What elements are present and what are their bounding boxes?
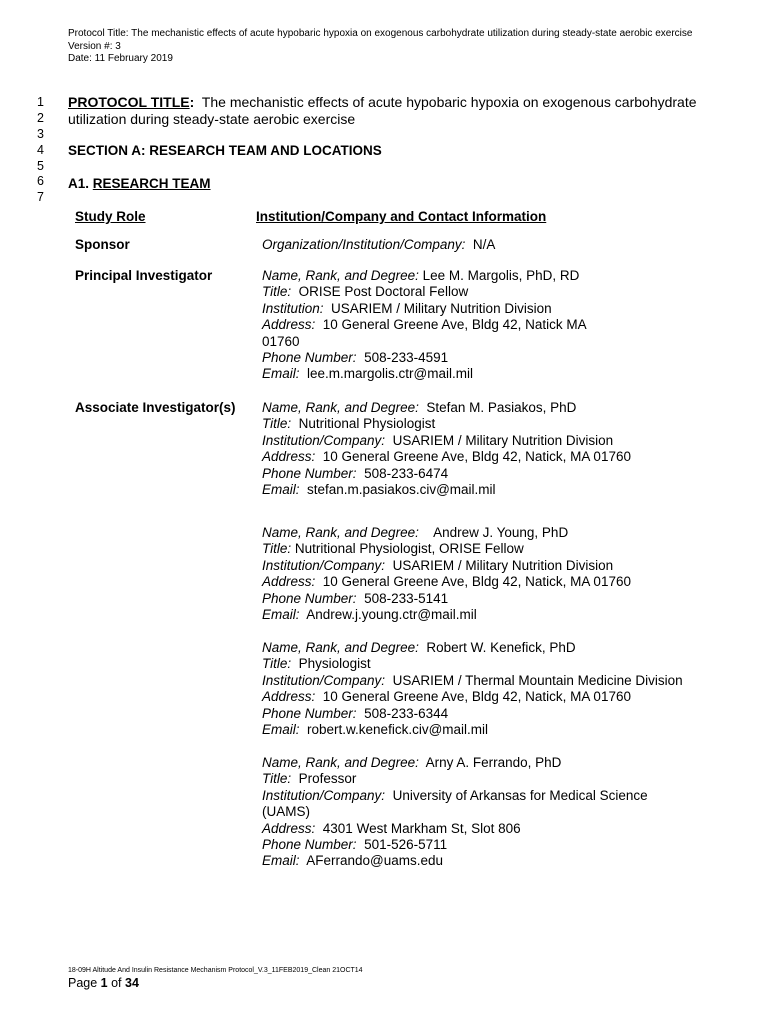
field-value: Physiologist xyxy=(291,656,371,672)
sponsor-info xyxy=(262,237,702,253)
info-line xyxy=(262,400,702,416)
protocol-title-colon: : xyxy=(189,94,195,110)
info-line xyxy=(262,350,702,366)
info-line xyxy=(262,853,702,869)
field-label: Phone Number: xyxy=(262,350,357,366)
line-number: 7 xyxy=(37,190,44,205)
line-number: 6 xyxy=(37,174,44,189)
line-number: 4 xyxy=(37,142,44,157)
field-label: Name, Rank, and Degree: xyxy=(262,400,419,415)
field-value: N/A xyxy=(465,237,496,252)
field-value: 508-233-6344 xyxy=(356,705,449,721)
field-value: 508-233-4591 xyxy=(356,350,449,366)
header-protocol-title: Protocol Title: The mechanistic effects of acute hypobaric hypoxia on exogenous carbohydrate utilization during steady-state aerobic exercise xyxy=(68,28,693,39)
field-label: Title: xyxy=(262,541,292,557)
info-line xyxy=(262,449,702,465)
info-line xyxy=(262,722,702,738)
field-value: 10 General Greene Ave, Bldg 42, Natick, MA 01760 xyxy=(315,689,631,705)
field-value: 4301 West Markham St, Slot 806 xyxy=(315,820,521,836)
protocol-title xyxy=(68,94,728,128)
field-label: Institution: xyxy=(262,300,324,316)
info-line xyxy=(262,525,702,541)
info-line xyxy=(262,673,702,689)
field-label: Email: xyxy=(262,607,300,623)
info-line xyxy=(262,541,702,557)
info-line xyxy=(262,317,607,350)
field-label: Name, Rank, and Degree: xyxy=(262,640,419,655)
field-value: robert.w.kenefick.civ@mail.mil xyxy=(299,722,489,738)
associate-info-4 xyxy=(262,755,702,870)
field-label: Institution/Company: xyxy=(262,557,386,573)
section-a-heading: SECTION A: RESEARCH TEAM AND LOCATIONS xyxy=(68,143,382,158)
field-value: USARIEM / Military Nutrition Division xyxy=(323,300,552,316)
associate-info-3 xyxy=(262,640,702,738)
info-line xyxy=(262,821,702,837)
field-value: lee.m.margolis.ctr@mail.mil xyxy=(299,366,473,382)
info-line xyxy=(262,755,702,771)
info-line xyxy=(262,640,702,656)
field-value: Arny A. Ferrando, PhD xyxy=(418,755,562,770)
info-line xyxy=(262,788,682,821)
field-value: Nutritional Physiologist, ORISE Fellow xyxy=(291,541,524,557)
field-value: 10 General Greene Ave, Bldg 42, Natick MA 01760 xyxy=(262,317,590,349)
page-number xyxy=(68,976,139,990)
line-number: 5 xyxy=(37,158,44,173)
field-label: Email: xyxy=(262,853,300,869)
field-label: Name, Rank, and Degree: xyxy=(262,268,419,283)
field-label: Title: xyxy=(262,416,292,432)
info-line xyxy=(262,558,702,574)
a1-heading xyxy=(68,176,211,191)
field-value: Nutritional Physiologist xyxy=(291,416,436,432)
field-value: 10 General Greene Ave, Bldg 42, Natick, MA 01760 xyxy=(315,574,631,590)
pi-info xyxy=(262,268,702,383)
field-label: Email: xyxy=(262,482,300,498)
field-value: 501-526-5711 xyxy=(356,837,448,853)
header-version: Version #: 3 xyxy=(68,40,121,52)
field-label: Phone Number: xyxy=(262,465,357,481)
info-line xyxy=(262,607,702,623)
info-line xyxy=(262,466,702,482)
field-value: 508-233-6474 xyxy=(356,465,449,481)
field-value: Robert W. Kenefick, PhD xyxy=(418,640,576,655)
field-value: Andrew J. Young, PhD xyxy=(418,525,569,540)
info-line xyxy=(262,416,702,432)
info-line xyxy=(262,366,702,382)
associate-info-2 xyxy=(262,525,702,623)
info-line xyxy=(262,656,702,672)
field-value: Professor xyxy=(291,771,357,787)
role-associate-investigators: Associate Investigator(s) xyxy=(75,400,236,415)
field-label: Institution/Company: xyxy=(262,672,386,688)
role-principal-investigator: Principal Investigator xyxy=(75,268,213,283)
info-line xyxy=(262,433,702,449)
field-label: Title: xyxy=(262,771,292,787)
info-line xyxy=(262,284,702,300)
protocol-title-label: PROTOCOL TITLE xyxy=(68,94,190,110)
page-of: of xyxy=(107,976,125,990)
field-value: Andrew.j.young.ctr@mail.mil xyxy=(299,607,477,623)
info-line xyxy=(262,591,702,607)
info-line xyxy=(262,837,702,853)
line-number: 3 xyxy=(37,126,44,141)
field-value: stefan.m.pasiakos.civ@mail.mil xyxy=(299,482,496,498)
info-line xyxy=(262,689,702,705)
field-label: Name, Rank, and Degree: xyxy=(262,755,419,770)
associate-info-1 xyxy=(262,400,702,498)
field-label: Address: xyxy=(262,449,316,465)
field-value: Lee M. Margolis, PhD, RD xyxy=(418,268,580,283)
running-header xyxy=(68,28,692,66)
page-current: 1 xyxy=(100,976,108,990)
field-value: USARIEM / Thermal Mountain Medicine Division xyxy=(385,672,683,688)
field-label: Institution/Company: xyxy=(262,432,386,448)
line-number: 1 xyxy=(37,95,44,109)
field-label: Email: xyxy=(262,722,300,738)
info-line xyxy=(262,301,702,317)
column-header-study-role: Study Role xyxy=(75,209,146,224)
field-label: Address: xyxy=(262,820,316,836)
field-label: Phone Number: xyxy=(262,705,357,721)
page-word: Page xyxy=(68,976,101,990)
info-line xyxy=(262,482,702,498)
field-value: ORISE Post Doctoral Fellow xyxy=(291,284,469,300)
field-value: USARIEM / Military Nutrition Division xyxy=(385,432,614,448)
info-line xyxy=(262,706,702,722)
role-sponsor: Sponsor xyxy=(75,237,130,252)
column-header-contact-info: Institution/Company and Contact Information xyxy=(256,209,547,224)
field-value: AFerrando@uams.edu xyxy=(299,853,444,869)
field-value: University of Arkansas for Medical Science (UAMS) xyxy=(262,787,652,820)
header-date: Date: 11 February 2019 xyxy=(68,53,173,64)
field-label: Title: xyxy=(262,656,292,672)
field-value: 10 General Greene Ave, Bldg 42, Natick, MA 01760 xyxy=(315,449,631,465)
footer-document-id: 18-09H Altitude And Insulin Resistance Mechanism Protocol_V.3_11FEB2019_Clean 21OCT14 xyxy=(68,967,363,974)
protocol-title-text: The mechanistic effects of acute hypobaric hypoxia on exogenous carbohydrate utilization during steady-state aerobic exercise xyxy=(68,94,701,127)
a1-label: RESEARCH TEAM xyxy=(92,176,211,191)
info-line xyxy=(262,268,702,284)
a1-number: A1. xyxy=(68,176,93,191)
line-number: 2 xyxy=(37,110,44,125)
page-total: 34 xyxy=(125,976,139,990)
field-label: Name, Rank, and Degree: xyxy=(262,525,419,540)
field-label: Address: xyxy=(262,689,316,705)
field-value: 508-233-5141 xyxy=(356,590,449,606)
line-numbers xyxy=(37,95,44,206)
field-label: Title: xyxy=(262,284,292,300)
field-label: Phone Number: xyxy=(262,837,357,853)
info-line xyxy=(262,771,702,787)
field-value: Stefan M. Pasiakos, PhD xyxy=(418,400,577,415)
field-label: Address: xyxy=(262,317,316,333)
field-label: Institution/Company: xyxy=(262,787,386,803)
field-label: Organization/Institution/Company: xyxy=(262,237,466,252)
field-value: USARIEM / Military Nutrition Division xyxy=(385,557,614,573)
field-label: Phone Number: xyxy=(262,590,357,606)
info-line xyxy=(262,574,702,590)
field-label: Address: xyxy=(262,574,316,590)
field-label: Email: xyxy=(262,366,300,382)
